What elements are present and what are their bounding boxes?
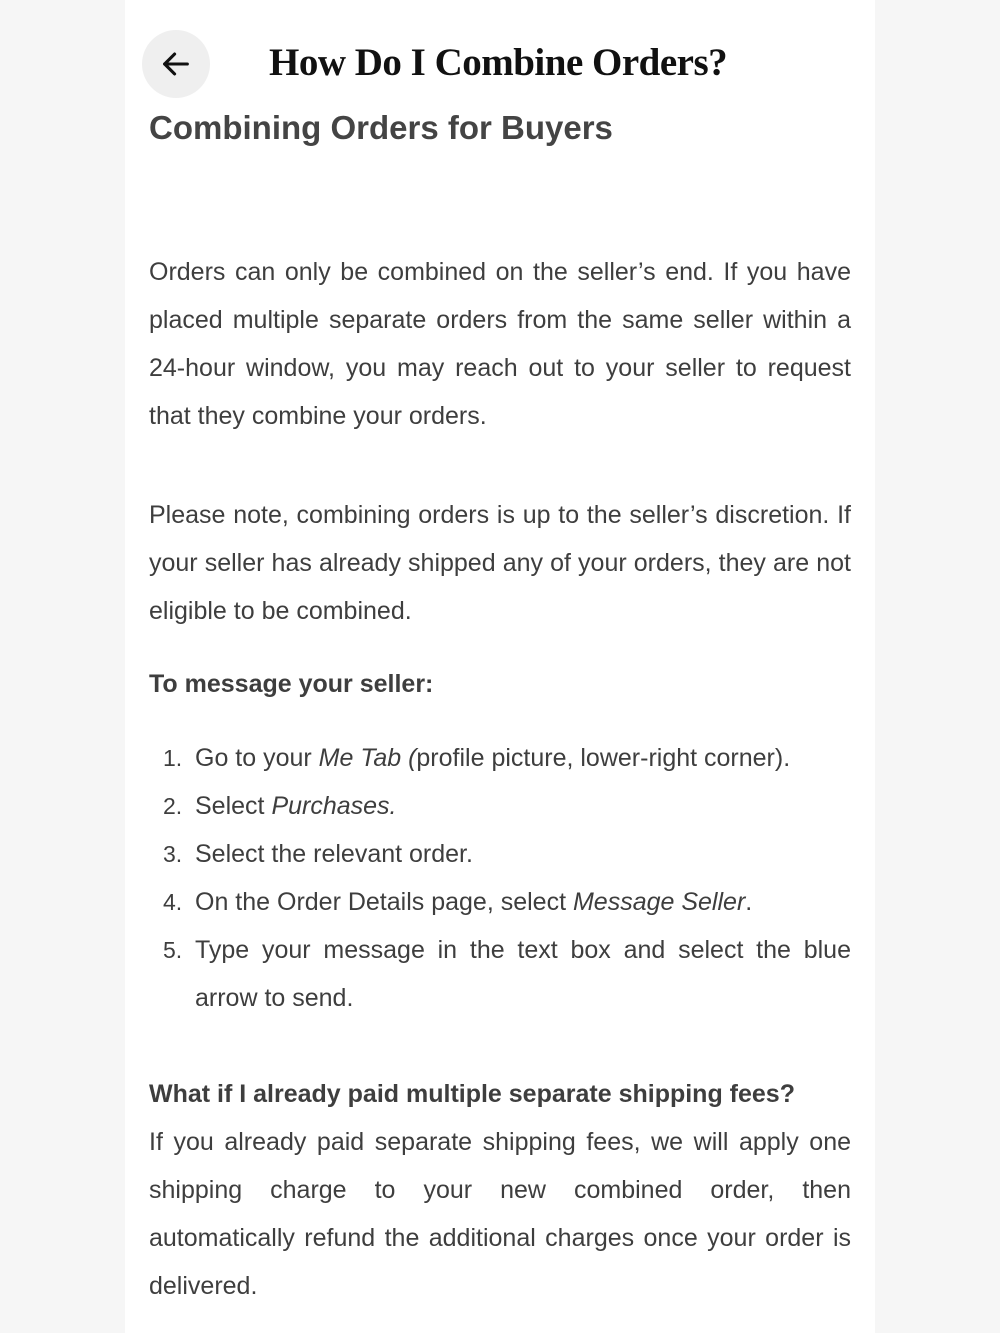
step-text: Type your message in the text box and select the blue arrow to send. [195,936,851,1012]
help-article-page [125,0,875,1333]
step-text: Select [195,792,272,820]
article-body [149,106,851,1310]
step-number: 4. [163,889,183,915]
faq-heading: What if I already paid multiple separate shipping fees? [149,1080,795,1108]
header [125,0,875,110]
step-text: Select the relevant order. [195,840,473,868]
step-number: 2. [163,793,183,819]
step-emphasis: Me Tab ( [318,744,417,772]
page-title: How Do I Combine Orders? [269,41,728,84]
step-text-after: profile picture, lower-right corner). [416,744,791,772]
list-item [149,734,851,782]
step-text-after: . [745,888,753,916]
step-emphasis: Message Seller [572,888,746,916]
step-text: On the Order Details page, select [195,888,573,916]
paragraph-discretion-note: Please note, combining orders is up to the seller’s discretion. If your seller has already shipped any of your orders, they are not eligible to be combined. [149,501,851,625]
step-text: Go to your [195,744,319,772]
paragraph-refund-info: If you already paid separate shipping fees, we will apply one shipping charge to your new combined order, then automatically refund the additional charges once your order is delivered. [149,1128,851,1300]
back-button[interactable] [142,30,210,98]
steps-list [149,734,851,1022]
arrow-left-icon [159,47,193,81]
section-heading: Combining Orders for Buyers [149,109,613,146]
step-number: 1. [163,745,183,771]
list-item [149,878,851,926]
list-item [149,926,851,1022]
steps-heading: To message your seller: [149,670,434,698]
step-number: 3. [163,841,183,867]
step-emphasis: Purchases. [271,792,397,820]
list-item [149,830,851,878]
step-number: 5. [163,937,183,963]
list-item [149,782,851,830]
paragraph-combine-info: Orders can only be combined on the seller’s end. If you have placed multiple separate orders from the same seller within a 24-hour window, you may reach out to your seller to request that they combine your orders. [149,258,851,430]
